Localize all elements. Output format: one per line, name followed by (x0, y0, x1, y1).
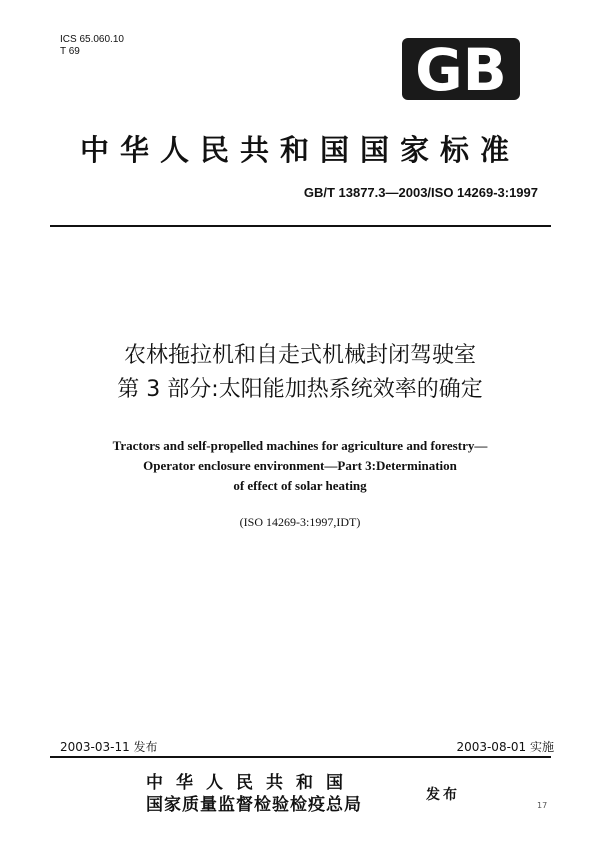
national-standard-heading: 中华人民共和国国家标准 (79, 133, 520, 167)
title-cn-line2: 第 3 部分:太阳能加热系统效率的确定 (117, 377, 483, 402)
gb-logo-text: GB (415, 38, 507, 100)
title-en-line3: of effect of solar heating (233, 478, 367, 493)
title-english (40, 436, 560, 496)
ics-code: ICS 65.060.10 (60, 34, 124, 45)
standard-number: GB/T 13877.3—2003/ISO 14269-3:1997 (303, 185, 538, 200)
ccs-code: T 69 (60, 46, 80, 57)
iso-equivalence: (ISO 14269-3:1997,IDT) (239, 515, 361, 529)
title-cn-line1: 农林拖拉机和自走式机械封闭驾驶室 (123, 343, 476, 368)
implementation-date: 2003-08-01 实施 (456, 740, 554, 754)
top-divider (50, 225, 551, 227)
bottom-divider (50, 756, 551, 758)
classification-codes (60, 34, 124, 58)
issue-date: 2003-03-11 发布 (60, 740, 158, 754)
title-en-line1: Tractors and self-propelled machines for agriculture and forestry— (112, 438, 488, 453)
issuer-line2: 国家质量监督检验检疫总局 (146, 795, 362, 815)
title-en-line2: Operator enclosure environment—Part 3:Determination (143, 458, 457, 473)
page-mark: 17 (537, 801, 548, 810)
gb-logo (402, 38, 520, 100)
publish-label: 发布 (426, 787, 460, 803)
title-chinese (40, 339, 560, 407)
issuer-line1: 中华人民共和国 (146, 773, 356, 793)
issuer (146, 772, 362, 816)
